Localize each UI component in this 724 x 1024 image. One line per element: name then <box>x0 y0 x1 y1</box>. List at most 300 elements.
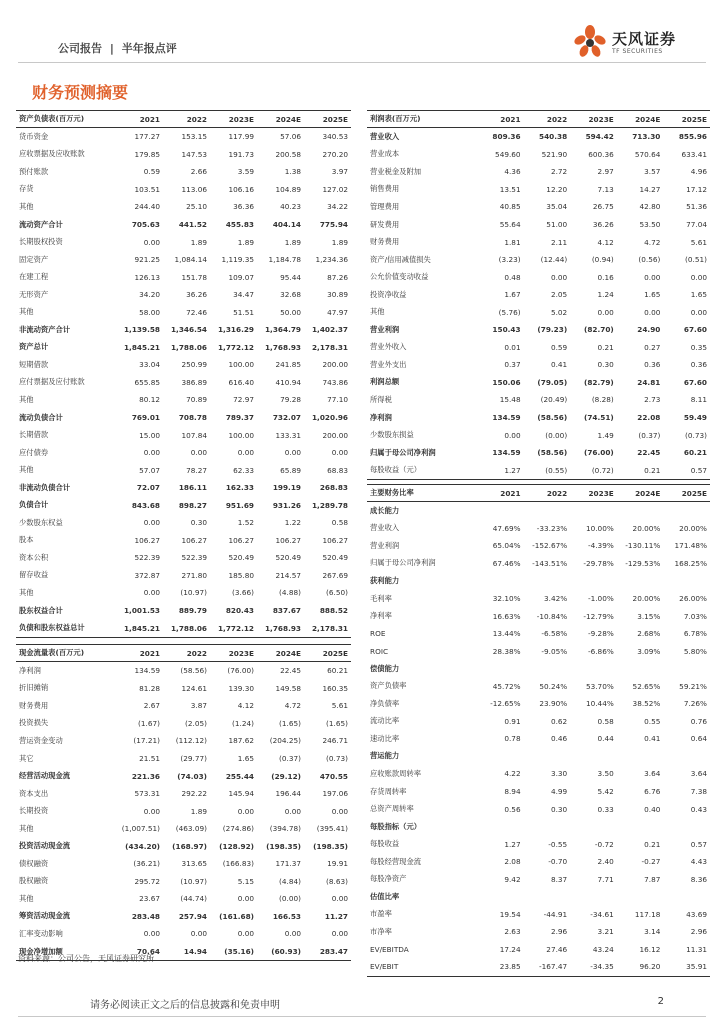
cell-value: 0.00 <box>237 806 254 816</box>
cell-value: 0.64 <box>690 734 707 744</box>
row-label: 固定资产 <box>19 254 49 264</box>
row-label: 应付债券 <box>19 447 49 457</box>
cell-value: 0.58 <box>597 716 614 726</box>
row-label: EV/EBITDA <box>370 944 409 954</box>
cell-value: 51.36 <box>686 202 707 212</box>
row-label: 其他 <box>19 465 34 475</box>
row-label: 归属于母公司净利润 <box>370 447 436 457</box>
cell-value: -167.47 <box>524 958 571 976</box>
cell-value: 134.59 <box>492 448 521 458</box>
cell-value: -9.28% <box>587 629 614 639</box>
row-label: 市盈率 <box>370 909 392 919</box>
table-row <box>16 216 351 234</box>
cell-value: 0.30 <box>550 804 568 814</box>
table-row <box>16 461 351 479</box>
table-row <box>16 409 351 427</box>
cell-value: 2,178.31 <box>304 619 351 637</box>
table-row <box>367 374 710 392</box>
cell-value: 520.49 <box>275 553 301 563</box>
balance-sheet-table <box>16 110 351 638</box>
row-label: 速动比率 <box>370 733 400 743</box>
cell-value: (1.65) <box>279 718 301 728</box>
table-row <box>16 820 351 838</box>
year-header: 2022 <box>524 111 571 128</box>
cell-value: 268.83 <box>319 483 348 493</box>
cell-value: 22.45 <box>280 666 301 676</box>
cell-value: 20.00% <box>632 594 661 603</box>
table-row <box>367 502 710 520</box>
cell-value: (0.94) <box>591 255 614 265</box>
cell-value: 40.85 <box>499 202 521 212</box>
cell-value: 177.27 <box>134 132 160 142</box>
cell-value: 185.80 <box>228 570 254 580</box>
cell-value: (0.55) <box>524 461 571 479</box>
cell-value: 0.35 <box>690 342 707 352</box>
cell-value <box>617 888 664 906</box>
cell-value: 0.33 <box>597 804 614 814</box>
cell-value: 14.94 <box>163 943 210 961</box>
cell-value: (1.65) <box>326 718 348 728</box>
cell-value <box>477 660 524 678</box>
cell-value: 134.59 <box>134 666 160 676</box>
cell-value: -0.70 <box>548 857 568 867</box>
table-row <box>16 339 351 357</box>
cell-value: 2.68% <box>637 629 661 639</box>
cell-value: 0.00 <box>143 929 160 939</box>
cell-value: 0.00 <box>143 518 160 528</box>
cell-value: 1,084.14 <box>174 255 207 265</box>
cell-value: 16.12 <box>639 944 661 954</box>
cell-value <box>477 502 524 520</box>
year-header: 2021 <box>477 111 524 128</box>
cell-value: 70.64 <box>116 943 163 961</box>
cell-value: 520.49 <box>228 553 254 563</box>
cell-value: 145.94 <box>228 789 254 799</box>
cell-value: 4.12 <box>597 237 614 247</box>
cell-value: 0.00 <box>284 929 301 939</box>
table-row <box>367 339 710 357</box>
year-header: 2025E <box>663 485 710 502</box>
cell-value: 187.62 <box>228 736 254 746</box>
cell-value: 117.99 <box>228 132 254 142</box>
header-divider <box>18 62 706 63</box>
cell-value: 200.00 <box>322 360 348 370</box>
cell-value: 1,139.58 <box>123 325 160 335</box>
cell-value <box>524 818 571 836</box>
cell-value: 107.84 <box>181 430 207 440</box>
cell-value: (0.72) <box>570 461 617 479</box>
cell-value: (168.97) <box>172 841 207 851</box>
table-row <box>16 426 351 444</box>
cell-value: 1,768.93 <box>257 619 304 637</box>
cell-value: 179.85 <box>134 149 160 159</box>
logo-subtitle: TF SECURITIES <box>612 48 663 55</box>
cell-value: 705.63 <box>131 220 160 229</box>
cell-value: (36.21) <box>133 859 160 869</box>
cell-value: -0.27 <box>641 857 661 867</box>
row-label: 资本公积 <box>19 552 49 562</box>
row-label: 其他 <box>19 307 34 317</box>
cell-value: 28.38% <box>492 646 521 656</box>
cell-value: 106.27 <box>181 535 207 545</box>
cell-value: 19.54 <box>499 909 521 919</box>
cell-value <box>570 660 617 678</box>
cell-value: 244.40 <box>134 202 160 212</box>
cell-value: 20.00% <box>632 523 661 533</box>
cell-value: 6.78% <box>683 629 707 639</box>
table-row <box>367 677 710 695</box>
cell-value: 106.16 <box>228 184 254 194</box>
cell-value: 0.00 <box>644 307 661 317</box>
cell-value: -6.86% <box>587 646 614 656</box>
cell-value: 24.90 <box>637 325 661 335</box>
year-header: 2021 <box>116 645 163 662</box>
cell-value: (161.68) <box>219 911 254 921</box>
cell-value: 0.00 <box>284 806 301 816</box>
table-row <box>367 303 710 321</box>
cell-value: 2.67 <box>143 701 160 711</box>
table-row <box>16 890 351 908</box>
cell-value: 2,178.31 <box>311 342 348 352</box>
cell-value: 55.64 <box>499 220 521 229</box>
table-row <box>16 873 351 891</box>
cell-value: (0.00) <box>545 430 568 440</box>
cell-value: 0.00 <box>190 929 207 939</box>
year-header: 2023E <box>570 111 617 128</box>
cell-value: 35.91 <box>663 958 710 976</box>
row-label: 其他 <box>370 307 385 317</box>
cell-value: 10.00% <box>585 523 614 533</box>
cell-value: (8.63) <box>326 876 348 886</box>
cell-value: 147.53 <box>181 149 207 159</box>
cell-value: 0.00 <box>143 448 160 458</box>
cell-value: (198.35) <box>313 841 348 851</box>
table-row <box>367 391 710 409</box>
cell-value: 0.58 <box>331 518 348 528</box>
cell-value: 0.57 <box>690 839 707 849</box>
row-label: 预付账款 <box>19 166 49 176</box>
cell-value: 789.37 <box>225 413 254 423</box>
cell-value: 72.97 <box>233 395 254 405</box>
cell-value: -1.00% <box>587 594 614 603</box>
cell-value: (10.97) <box>180 876 207 886</box>
table-row <box>16 163 351 181</box>
row-label: 销售费用 <box>370 184 400 194</box>
cell-value: 65.04% <box>492 541 521 551</box>
cell-value: 1.49 <box>597 430 614 440</box>
table-row <box>367 765 710 783</box>
cell-value: 2.11 <box>550 237 568 247</box>
row-label: 其他 <box>19 823 34 833</box>
cell-value: 1.89 <box>237 237 254 247</box>
cell-value <box>663 572 710 590</box>
table-row <box>367 216 710 234</box>
cell-value: (20.49) <box>540 395 568 405</box>
cell-value: 72.07 <box>136 483 160 493</box>
cell-value: 3.59 <box>237 167 254 177</box>
cell-value: 52.65% <box>632 681 661 691</box>
cell-value: 36.36 <box>233 202 254 212</box>
cell-value: 50.00 <box>280 307 301 317</box>
cell-value: 522.39 <box>134 553 160 563</box>
cell-value: 15.48 <box>499 395 521 405</box>
table-row <box>367 520 710 538</box>
cell-value: 951.69 <box>225 500 254 510</box>
row-label: 货币资金 <box>19 131 49 141</box>
table-row <box>367 233 710 251</box>
table-row <box>16 374 351 392</box>
row-label: 财务费用 <box>19 700 49 710</box>
cell-value: 53.70% <box>585 681 614 691</box>
cell-value: 149.58 <box>275 683 301 693</box>
cell-value: 1,346.54 <box>170 325 207 335</box>
cell-value: 8.37 <box>550 874 568 884</box>
cell-value: 214.57 <box>275 570 301 580</box>
cell-value: 13.44% <box>492 629 521 639</box>
table-row <box>367 198 710 216</box>
cell-value: (74.03) <box>177 771 207 781</box>
cell-value: 2.66 <box>190 167 207 177</box>
cell-value: (434.20) <box>125 841 160 851</box>
cell-value <box>570 748 617 766</box>
cell-value: 103.51 <box>134 184 160 194</box>
row-label: 无形资产 <box>19 289 49 299</box>
cell-value: 60.21 <box>327 666 348 676</box>
cell-value: 0.48 <box>504 272 521 282</box>
cell-value: 77.04 <box>686 220 707 229</box>
cell-value: 386.89 <box>181 377 207 387</box>
row-label: 每股经营现金流 <box>370 856 422 866</box>
cell-value: 283.48 <box>131 911 160 921</box>
row-label: 营业外支出 <box>370 359 407 369</box>
cell-value: 255.44 <box>225 771 254 781</box>
cell-value <box>477 748 524 766</box>
row-label: 营业成本 <box>370 149 400 159</box>
cell-value: 106.27 <box>134 535 160 545</box>
cell-value: 4.72 <box>644 237 661 247</box>
cell-value: -143.51% <box>532 558 568 568</box>
cell-value: (198.35) <box>266 841 301 851</box>
row-label: 总资产周转率 <box>370 804 414 814</box>
logo-name: 天风证券 <box>612 30 677 48</box>
cell-value: 600.36 <box>588 149 614 159</box>
cell-value: 0.57 <box>663 461 710 479</box>
report-header <box>58 40 177 56</box>
cell-value: 62.33 <box>233 465 254 475</box>
table-row <box>367 181 710 199</box>
cell-value: (3.66) <box>232 588 254 598</box>
cell-value: 5.61 <box>331 701 348 711</box>
cell-value: 775.94 <box>319 220 348 229</box>
cell-value <box>617 818 664 836</box>
cell-value: 95.44 <box>280 272 301 282</box>
table-row <box>367 555 710 573</box>
cell-value: 267.69 <box>322 570 348 580</box>
row-label: 筹资活动现金流 <box>19 911 71 921</box>
cell-value: 0.21 <box>597 342 614 352</box>
row-label: 流动资产合计 <box>19 219 63 229</box>
row-label: 营业利润 <box>370 540 400 550</box>
cell-value: 196.44 <box>275 789 301 799</box>
cell-value: 0.00 <box>143 806 160 816</box>
row-label: 净利润 <box>370 412 392 422</box>
table-row <box>16 286 351 304</box>
table-row <box>367 941 710 959</box>
cell-value: 25.10 <box>186 202 207 212</box>
cell-value: 1.65 <box>644 290 661 300</box>
row-label: 毛利率 <box>370 593 392 603</box>
cell-value: (5.76) <box>498 307 521 317</box>
cell-value: 8.11 <box>690 395 707 405</box>
cell-value: 0.78 <box>504 734 521 744</box>
cell-value: 5.80% <box>683 646 707 656</box>
cell-value: (82.70) <box>584 325 614 335</box>
cell-value <box>524 660 571 678</box>
cell-value: 1.38 <box>284 167 301 177</box>
cell-value: 0.00 <box>504 430 521 440</box>
table-row <box>16 549 351 567</box>
row-label: 每股指标（元） <box>370 821 422 831</box>
page-number: 2 <box>657 996 664 1007</box>
cell-value: 0.59 <box>550 342 568 352</box>
cell-value: 0.43 <box>690 804 707 814</box>
row-label: 资本支出 <box>19 788 49 798</box>
row-label: 流动负债合计 <box>19 412 63 422</box>
table-row <box>16 128 351 146</box>
cell-value: 3.14 <box>644 927 661 937</box>
cell-value: 931.26 <box>272 500 301 510</box>
cell-value: 58.00 <box>139 307 160 317</box>
cell-value <box>570 818 617 836</box>
table-row <box>16 496 351 514</box>
cell-value: 34.22 <box>327 202 348 212</box>
cell-value: 0.00 <box>597 307 614 317</box>
cell-value <box>663 818 710 836</box>
cell-value: 0.44 <box>597 734 614 744</box>
row-label: 净利率 <box>370 611 392 621</box>
cell-value: 36.26 <box>592 220 614 229</box>
cell-value: 168.25% <box>674 558 707 568</box>
cell-value <box>477 572 524 590</box>
cell-value: 0.00 <box>237 929 254 939</box>
year-header: 2024E <box>257 111 304 128</box>
cell-value: (166.83) <box>222 859 254 869</box>
row-label: 营业利润 <box>370 324 400 334</box>
cell-value: 0.41 <box>644 734 661 744</box>
cell-value: 0.55 <box>644 716 661 726</box>
cell-value: 1.89 <box>190 806 207 816</box>
cell-value: 404.14 <box>272 220 301 229</box>
table-row <box>367 321 710 339</box>
cell-value: (0.37) <box>638 430 661 440</box>
cell-value: (6.50) <box>326 588 348 598</box>
row-label: 偿债能力 <box>370 663 400 673</box>
header-separator: | <box>109 42 114 55</box>
cell-value: 166.53 <box>272 911 301 921</box>
cell-value: 7.38 <box>690 787 707 797</box>
cell-value: 0.00 <box>143 588 160 598</box>
cell-value: 43.24 <box>592 944 614 954</box>
cell-value: 0.40 <box>644 804 661 814</box>
row-label: 营业外收入 <box>370 342 407 352</box>
row-label: 非流动负债合计 <box>19 482 71 492</box>
table-row <box>367 590 710 608</box>
row-label: 营运能力 <box>370 751 400 761</box>
table-row <box>367 958 710 976</box>
cell-value: 45.72% <box>492 681 521 691</box>
cell-value: 4.99 <box>550 787 568 797</box>
cell-value: 769.01 <box>131 413 160 423</box>
cell-value: (82.79) <box>584 377 614 387</box>
table-row <box>16 855 351 873</box>
cell-value: (74.51) <box>584 413 614 423</box>
cell-value: 32.68 <box>280 290 301 300</box>
row-label: 归属于母公司净利润 <box>370 558 436 568</box>
table-row <box>367 444 710 462</box>
cell-value: (395.41) <box>316 824 348 834</box>
cell-value: 5.02 <box>550 307 568 317</box>
cell-value: 2.72 <box>550 167 568 177</box>
cell-value: (79.23) <box>537 325 568 335</box>
cell-value: 53.50 <box>639 220 661 229</box>
cell-value: 1.67 <box>504 290 521 300</box>
table-title-header: 利润表(百万元) <box>367 111 477 128</box>
cell-value: -152.67% <box>532 541 568 551</box>
table-row <box>367 748 710 766</box>
table-row <box>16 802 351 820</box>
row-label: 短期借款 <box>19 359 49 369</box>
cell-value: 1,772.12 <box>217 342 254 352</box>
cell-value: 3.09% <box>637 646 661 656</box>
cell-value: 1.81 <box>504 237 521 247</box>
cell-value: 150.06 <box>492 377 521 387</box>
table-row <box>367 537 710 555</box>
cell-value: 594.42 <box>585 132 614 142</box>
cell-value: 7.26% <box>683 699 707 709</box>
cell-value: 1.27 <box>477 461 524 479</box>
cell-value: 106.27 <box>275 535 301 545</box>
row-label: 留存收益 <box>19 570 49 580</box>
table-row <box>16 356 351 374</box>
cell-value: 2.05 <box>550 290 568 300</box>
cell-value: 921.25 <box>134 255 160 265</box>
cell-value: -34.61 <box>590 909 614 919</box>
cell-value: 3.57 <box>644 167 661 177</box>
cell-value: 410.94 <box>275 377 301 387</box>
cell-value: 1.22 <box>284 518 301 528</box>
cell-value: 67.60 <box>683 377 707 387</box>
cell-value: 0.59 <box>143 167 160 177</box>
cell-value: 100.00 <box>228 430 254 440</box>
row-label: 其他 <box>19 201 34 211</box>
cell-value: 0.36 <box>690 360 707 370</box>
cell-value: 160.35 <box>322 683 348 693</box>
cell-value: 573.31 <box>134 789 160 799</box>
row-label: 资产总计 <box>19 342 49 352</box>
cell-value: 340.53 <box>322 132 348 142</box>
cell-value <box>524 502 571 520</box>
table-row <box>16 532 351 550</box>
cell-value: 4.22 <box>504 769 521 779</box>
section-title: 财务预测摘要 <box>32 83 129 102</box>
cell-value: 2.40 <box>597 857 614 867</box>
cell-value: 1,001.53 <box>123 606 160 616</box>
cell-value: 139.30 <box>228 683 254 693</box>
cell-value: (1.67) <box>138 718 160 728</box>
row-label: 财务费用 <box>370 237 400 247</box>
cell-value: 0.00 <box>690 272 707 282</box>
cell-value: 199.19 <box>272 483 301 493</box>
